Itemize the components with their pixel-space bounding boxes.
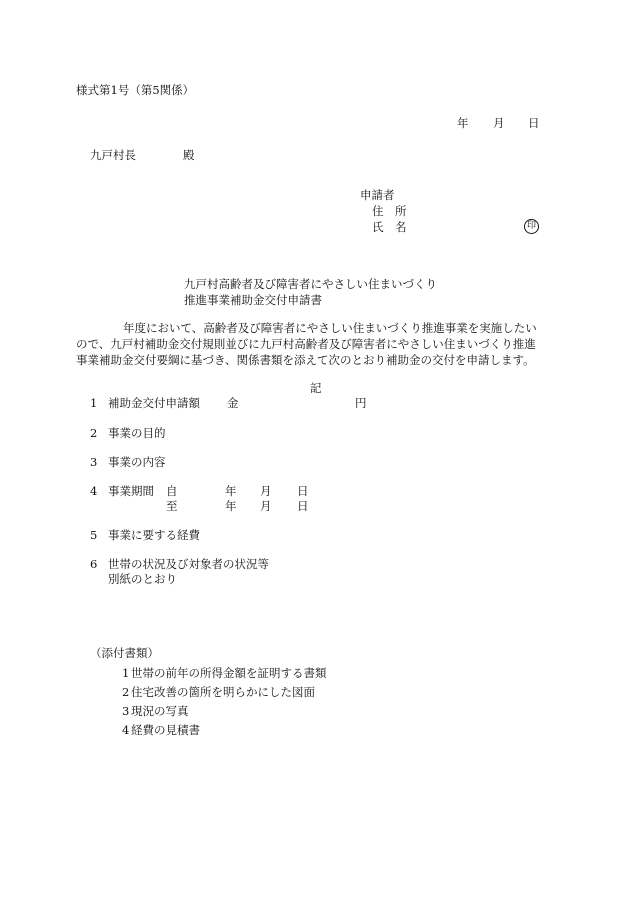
item3-number: 3 <box>90 455 98 469</box>
addressee-honorific: 殿 <box>183 148 195 162</box>
attachment-1-text: 世帯の前年の所得金額を証明する書類 <box>131 666 327 680</box>
attachment-3-text: 現況の写真 <box>131 704 189 718</box>
applicant-name-label: 氏 名 <box>372 220 407 234</box>
item6-label: 世帯の状況及び対象者の状況等 <box>108 557 269 571</box>
applicant-address-label: 住 所 <box>372 204 407 218</box>
item4-label: 事業期間 <box>108 484 154 498</box>
seal-mark <box>524 219 539 234</box>
seal-icon: 印 <box>524 219 539 234</box>
date-day-label: 日 <box>528 116 540 130</box>
item4-to-month: 月 <box>260 499 272 513</box>
item4-to-day: 日 <box>297 499 309 513</box>
attachment-3-number: 3 <box>122 704 130 718</box>
item2-number: 2 <box>90 426 98 440</box>
date-month-label: 月 <box>493 116 505 130</box>
item1-yen: 円 <box>355 396 367 410</box>
document-title-line2: 推進事業補助金交付申請書 <box>184 293 322 307</box>
item4-number: 4 <box>90 484 98 498</box>
attachment-2-number: 2 <box>122 685 130 699</box>
attachment-4-number: 4 <box>122 723 130 737</box>
item5-label: 事業に要する経費 <box>108 528 200 542</box>
item6-note: 別紙のとおり <box>108 572 177 586</box>
addressee-name: 九戸村長 <box>90 148 136 162</box>
item1-number: 1 <box>90 396 98 410</box>
item4-from: 自 <box>166 484 178 498</box>
attachments-heading: （添付書類） <box>90 646 159 660</box>
item4-from-year: 年 <box>225 484 237 498</box>
item3-label: 事業の内容 <box>108 455 166 469</box>
item1-label: 補助金交付申請額 <box>108 396 200 410</box>
body-line3: 事業補助金交付要綱に基づき、関係書類を添えて次のとおり補助金の交付を申請します。 <box>76 353 535 367</box>
item2-label: 事業の目的 <box>108 426 166 440</box>
item1-kin: 金 <box>227 396 239 410</box>
body-line2: ので、九戸村補助金交付規則並びに九戸村高齢者及び障害者にやさしい住まいづくり推進 <box>76 337 536 351</box>
attachment-2-text: 住宅改善の箇所を明らかにした図面 <box>131 685 315 699</box>
attachment-1-number: 1 <box>122 666 130 680</box>
item6-number: 6 <box>90 557 98 571</box>
item4-to: 至 <box>166 499 178 513</box>
item4-from-day: 日 <box>297 484 309 498</box>
item4-from-month: 月 <box>260 484 272 498</box>
body-line1: 年度において、高齢者及び障害者にやさしい住まいづくり推進事業を実施したい <box>123 321 537 335</box>
document-title-line1: 九戸村高齢者及び障害者にやさしい住まいづくり <box>184 277 437 291</box>
item4-to-year: 年 <box>225 499 237 513</box>
ki-heading: 記 <box>310 381 322 395</box>
applicant-heading: 申請者 <box>360 188 395 202</box>
item5-number: 5 <box>90 528 98 542</box>
attachment-4-text: 経費の見積書 <box>131 723 200 737</box>
date-year-label: 年 <box>457 116 469 130</box>
form-number: 様式第1号（第5関係） <box>76 83 195 97</box>
